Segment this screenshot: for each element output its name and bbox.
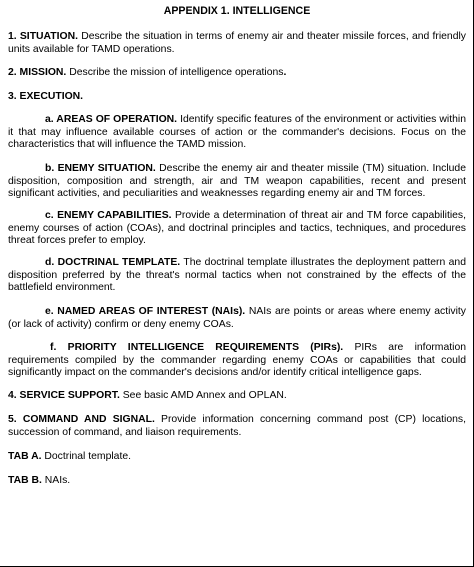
tab-a-heading: TAB A. [8, 451, 42, 462]
service-support-heading: 4. SERVICE SUPPORT. [8, 390, 120, 401]
mission-paragraph [8, 67, 466, 80]
enemy-situation-heading: b. ENEMY SITUATION. [45, 163, 156, 174]
command-and-signal-text: Provide information concerning command post (CP) locations, succession of command, and liaison requirements. [8, 414, 466, 438]
enemy-capabilities-paragraph [8, 210, 466, 248]
priority-intelligence-requirements-heading: f. PRIORITY INTELLIGENCE REQUIREMENTS (PIRs). [50, 342, 344, 353]
page-title: APPENDIX 1. INTELLIGENCE [163, 5, 311, 17]
priority-intelligence-requirements-paragraph [8, 342, 466, 380]
doctrinal-template-paragraph [8, 257, 466, 295]
situation-text: Describe the situation in terms of enemy air and theater missile forces, and friendly units available for TAMD operations. [8, 31, 466, 55]
named-areas-of-interest-text: NAIs are points or areas where enemy activity (or lack of activity) confirm or deny enemy COAs. [8, 306, 466, 330]
mission-heading: 2. MISSION. [8, 67, 67, 78]
tab-a-text: Doctrinal template. [41, 451, 131, 462]
priority-intelligence-requirements-text: PIRs are information requirements compiled by the commander regarding enemy COAs or capabilities that could significantly impact on the commander's decisions and/or identify critical intelligence gaps. [8, 342, 466, 379]
enemy-capabilities-text: Provide a determination of threat air and TM force capabilities, enemy courses of action (COAs), and doctrinal principles and tactics, techniques, and procedures threat forces prefer to employ. [8, 210, 466, 247]
areas-of-operation-heading: a. AREAS OF OPERATION. [45, 114, 178, 125]
service-support-text: See basic AMD Annex and OPLAN. [119, 390, 287, 401]
enemy-situation-paragraph [8, 163, 466, 201]
tab-b-heading: TAB B. [8, 475, 42, 486]
areas-of-operation-paragraph [8, 114, 466, 152]
execution-heading: 3. EXECUTION. [8, 91, 84, 102]
doctrinal-template-heading: d. DOCTRINAL TEMPLATE. [45, 257, 181, 268]
enemy-capabilities-heading: c. ENEMY CAPABILITIES. [45, 210, 172, 221]
enemy-situation-text: Describe the enemy air and theater missile (TM) situation. Include disposition, composition and strength, air and TM weapon capabilities, recent and present significant activities, and peculiarities and weaknesses regarding enemy air and TM forces. [8, 163, 466, 200]
areas-of-operation-text: Identify specific features of the environment or activities within it that may influence available courses of action or the commander's decisions. Focus on the characteristics that will influence the TAMD mission. [8, 114, 466, 151]
situation-paragraph [8, 31, 466, 56]
mission-text: Describe the mission of intelligence operations [66, 67, 284, 78]
situation-heading: 1. SITUATION. [8, 31, 78, 42]
command-and-signal-paragraph [8, 414, 466, 439]
tab-b-paragraph [8, 475, 466, 488]
execution-heading-paragraph [8, 91, 466, 104]
tab-b-text: NAIs. [41, 475, 71, 486]
doctrinal-template-text: The doctrinal template illustrates the deployment pattern and disposition preferred by the threat's normal tactics when not constrained by the effects of the battlefield environment. [8, 257, 466, 294]
command-and-signal-heading: 5. COMMAND AND SIGNAL. [8, 414, 155, 425]
named-areas-of-interest-paragraph [8, 306, 466, 331]
named-areas-of-interest-heading: e. NAMED AREAS OF INTEREST (NAIs). [45, 306, 246, 317]
mission-end-mark: . [283, 67, 287, 78]
tab-a-paragraph [8, 451, 466, 464]
service-support-paragraph [8, 390, 466, 403]
